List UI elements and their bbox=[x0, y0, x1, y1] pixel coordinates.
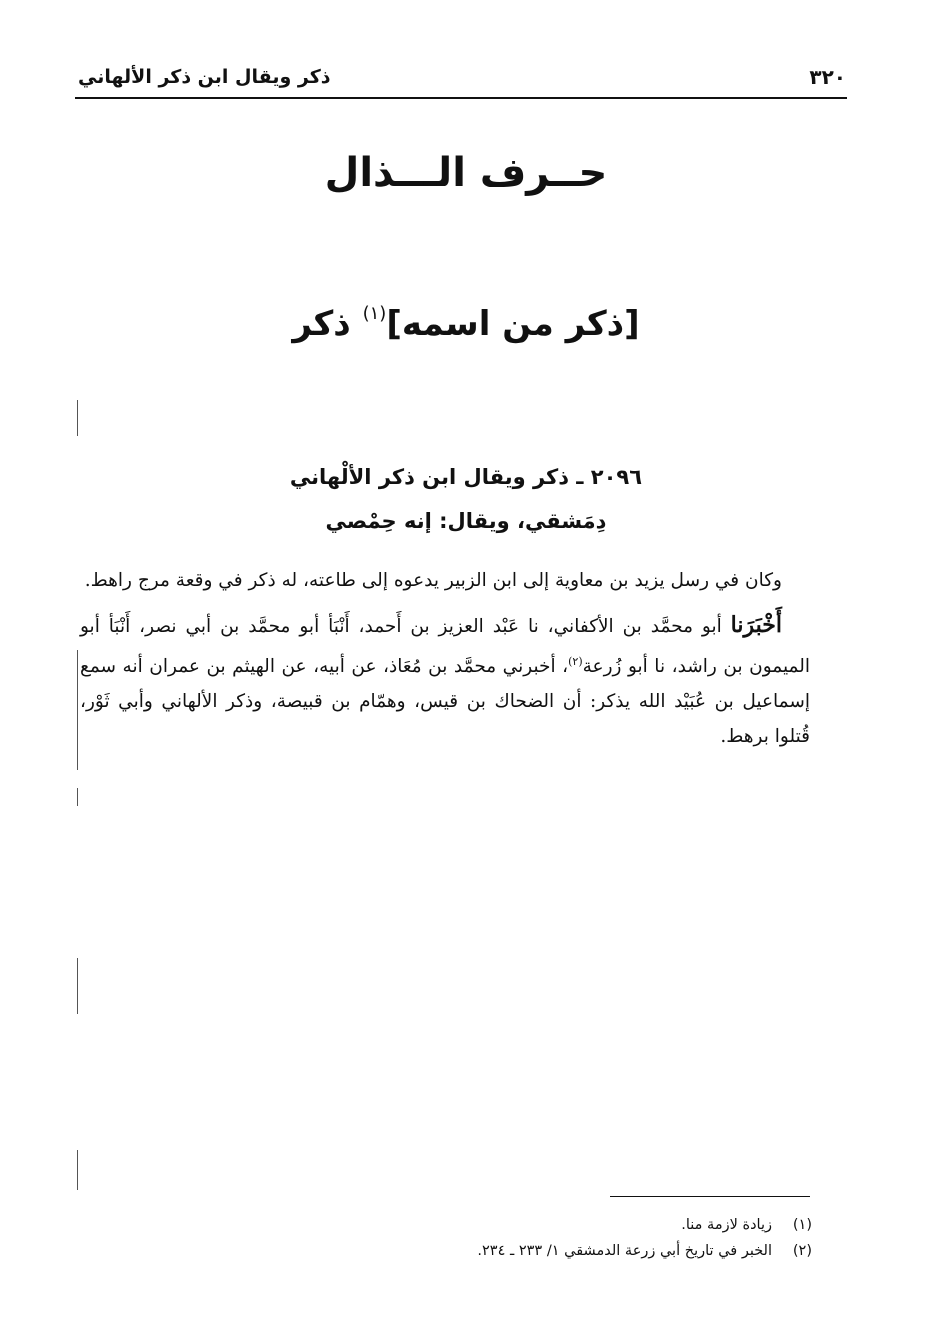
footnote-2 bbox=[300, 1238, 812, 1264]
section-title-end: ذكر bbox=[292, 304, 351, 344]
footnote-text: الخبر في تاريخ أبي زرعة الدمشقي ١/ ٢٣٣ ـ ٢٣٤. bbox=[477, 1243, 772, 1259]
header-rule bbox=[75, 97, 847, 99]
chapter-title: حــرف الـــذال bbox=[324, 150, 608, 196]
paragraph-2-part-2: ، أخبرني محمَّد بن مُعَاذ، عن أبيه، عن الهيثم بن عمران أنه سمع إسماعيل بن عُبَيْد الله يذكر: أن الضحاك بن قيس، وهمّام بن قبيصة، وذكر الألهاني وأبي ثَوْر، قُتلوا برهط. bbox=[80, 656, 810, 748]
footnote-ref-2: (٢) bbox=[568, 655, 583, 668]
footnote-rule bbox=[610, 1196, 810, 1197]
scan-margin-line bbox=[77, 958, 78, 1014]
scan-margin-line bbox=[77, 788, 78, 806]
paragraph-2-part-1: أبو محمَّد بن الأكفاني، نا عَبْد العزيز بن أَحمد، أَنْبَأ أبو محمَّد بن أبي نصر، أَنْبَأ أبو الميمون بن راشد، نا أبو زُرعة bbox=[80, 616, 810, 678]
scan-margin-line bbox=[77, 1150, 78, 1190]
entry-heading bbox=[0, 455, 932, 543]
body-text bbox=[80, 563, 810, 754]
entry-heading-line-2: دِمَشقي، ويقال: إنه حِمْصي bbox=[325, 509, 607, 533]
footnote-text: زيادة لازمة منا. bbox=[681, 1217, 772, 1233]
entry-heading-line-1: ٢٠٩٦ ـ ذكر ويقال ابن ذكر الألْهاني bbox=[289, 465, 643, 489]
section-title-text: [ذكر من اسمه] bbox=[386, 304, 640, 344]
section-title bbox=[0, 303, 932, 344]
isnad-keyword: أَخْبَرَنا bbox=[730, 612, 782, 638]
footnote-ref-1: (١) bbox=[362, 303, 387, 324]
scan-margin-line bbox=[77, 400, 78, 436]
footnote-number: (١) bbox=[792, 1217, 812, 1233]
paragraph-2 bbox=[80, 608, 810, 754]
footnotes bbox=[300, 1212, 812, 1264]
running-header bbox=[78, 62, 846, 92]
running-title: ذكر ويقال ابن ذكر الألهاني bbox=[78, 66, 331, 88]
paragraph-1: وكان في رسل يزيد بن معاوية إلى ابن الزبير يدعوه إلى طاعته، له ذكر في وقعة مرج راهط. bbox=[84, 570, 782, 591]
footnote-number: (٢) bbox=[792, 1243, 812, 1259]
page-number: ٣٢٠ bbox=[809, 65, 846, 89]
footnote-1 bbox=[300, 1212, 812, 1238]
scan-margin-line bbox=[77, 650, 78, 770]
